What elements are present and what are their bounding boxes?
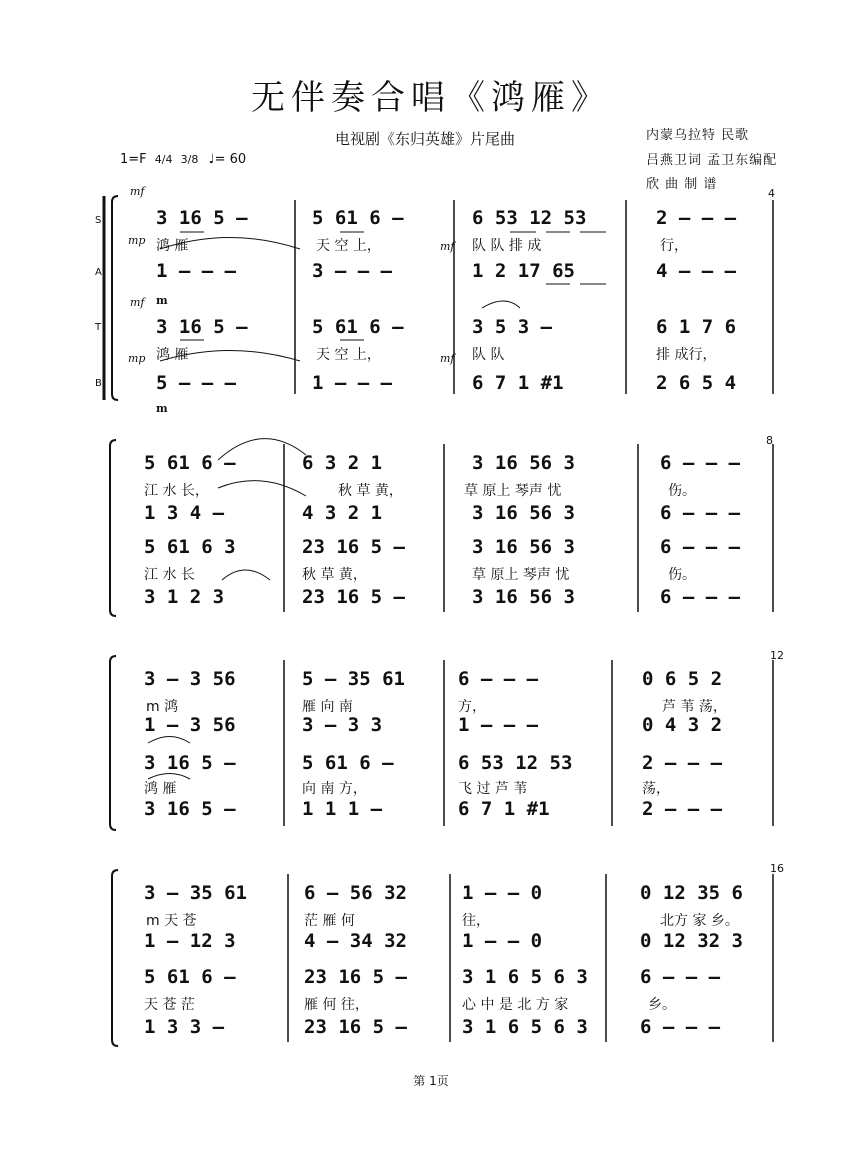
notes-s-m9: 3 – 3 56 [144, 668, 236, 690]
lyrics-s-m12: 芦 苇 荡， [662, 699, 727, 715]
notes-s-m11: 6 – – – [458, 668, 539, 690]
lyrics-s-m13: m 天 苍 [146, 913, 197, 929]
lyrics-t-m12: 荡， [642, 781, 670, 797]
notes-b-m1: 5 – – – [156, 372, 237, 394]
voice-label-t: T [95, 322, 102, 333]
lyrics-t-m15: 心 中 是 北 方 家 [462, 997, 569, 1013]
dynamic-mark: mp [128, 234, 146, 247]
notes-t-m5: 5 61 6 3 [144, 536, 236, 558]
voice-label-b: B [95, 378, 102, 389]
lyrics-s-m1: 鸿 雁 [156, 238, 189, 254]
lyrics-t-m8: 伤。 [668, 567, 696, 583]
lyrics-t-m2: 天 空 上， [316, 347, 381, 363]
lyrics-s-m11: 方， [458, 699, 486, 715]
lyrics-s-m7: 草 原上 琴声 忧 [464, 483, 562, 499]
lyrics-t-m11: 飞 过 芦 苇 [458, 781, 528, 797]
measure-number: 8 [766, 434, 773, 447]
lyrics-t-m1: 鸿 雁 [156, 347, 189, 363]
notes-s-m15: 1 – – 0 [462, 882, 543, 904]
notes-t-m4: 6 1 7 6 [656, 316, 737, 338]
notes-b-m7: 3 16 56 3 [472, 586, 575, 608]
lyrics-s-m4: 行， [660, 238, 688, 254]
notes-t-m15: 3 1 6 5 6 3 [462, 966, 588, 988]
notes-a-m3: 1 2 17 65 [472, 260, 575, 282]
notes-t-m6: 23 16 5 – [302, 536, 405, 558]
lyrics-s-m9: m 鸿 [146, 699, 179, 715]
lyrics-s-m16: 北方 家 乡。 [660, 913, 739, 929]
notes-a-m11: 1 – – – [458, 714, 539, 736]
dynamic-mark: mp [128, 352, 146, 365]
time-sig-3-8: 3/8 [180, 153, 199, 166]
lyrics-t-m16: 乡。 [648, 997, 676, 1013]
dynamic-mark: mf [130, 185, 145, 198]
dynamic-mark: mf [440, 352, 455, 365]
notes-t-m10: 5 61 6 – [302, 752, 394, 774]
notes-s-m5: 5 61 6 – [144, 452, 236, 474]
notes-s-m8: 6 – – – [660, 452, 741, 474]
notes-s-m7: 3 16 56 3 [472, 452, 575, 474]
notes-s-m6: 6 3 2 1 [302, 452, 383, 474]
notes-t-m7: 3 16 56 3 [472, 536, 575, 558]
notes-b-m15: 3 1 6 5 6 3 [462, 1016, 588, 1038]
notes-b-m13: 1 3 3 – [144, 1016, 225, 1038]
notes-t-m1: 3 16 5 – [156, 316, 248, 338]
time-sig-4-4: 4/4 [154, 153, 173, 166]
notes-a-m5: 1 3 4 – [144, 502, 225, 524]
notes-s-m1: 3 16 5 – [156, 207, 248, 229]
notes-s-m2: 5 61 6 – [312, 207, 404, 229]
notes-a-m8: 6 – – – [660, 502, 741, 524]
lyrics-t-m7: 草 原上 琴声 忧 [472, 567, 570, 583]
measure-number: 4 [768, 187, 775, 200]
subtitle: 电视剧《东归英雄》片尾曲 [335, 130, 516, 148]
notes-a-m16: 0 12 32 3 [640, 930, 743, 952]
notes-a-m6: 4 3 2 1 [302, 502, 383, 524]
notes-t-m3: 3 5 3 – [472, 316, 553, 338]
notes-a-m9: 1 – 3 56 [144, 714, 236, 736]
notes-b-m4: 2 6 5 4 [656, 372, 737, 394]
notes-t-m12: 2 – – – [642, 752, 723, 774]
credit-authors: 吕燕卫词 孟卫东编配 [646, 153, 778, 168]
notes-a-m12: 0 4 3 2 [642, 714, 723, 736]
notes-s-m13: 3 – 35 61 [144, 882, 247, 904]
notes-s-m10: 5 – 35 61 [302, 668, 405, 690]
notes-b-m8: 6 – – – [660, 586, 741, 608]
notes-b-m14: 23 16 5 – [304, 1016, 407, 1038]
lyrics-s-m2: 天 空 上， [316, 238, 381, 254]
notes-s-m12: 0 6 5 2 [642, 668, 723, 690]
notes-b-m9: 3 16 5 – [144, 798, 236, 820]
notes-t-m13: 5 61 6 – [144, 966, 236, 988]
notes-b-m5: 3 1 2 3 [144, 586, 225, 608]
notes-a-m4: 4 – – – [656, 260, 737, 282]
page-number: 第 1页 [413, 1074, 449, 1088]
lyrics-t-m14: 雁 何 往， [304, 997, 369, 1013]
lyrics-t-m3: 队 队 [472, 347, 505, 363]
lyrics-s-m5: 江 水 长， [144, 483, 209, 499]
notes-s-m4: 2 – – – [656, 207, 737, 229]
notes-t-m8: 6 – – – [660, 536, 741, 558]
lyrics-s-m6: 秋 草 黄， [338, 483, 403, 499]
notes-a-m1: 1 – – – [156, 260, 237, 282]
notes-t-m14: 23 16 5 – [304, 966, 407, 988]
lyrics-t-m4: 排 成行， [656, 347, 717, 363]
page-title: 无伴奏合唱《鸿雁》 [251, 78, 611, 118]
lyrics-t-m9: 鸿 雁 [144, 781, 177, 797]
measure-number: 12 [770, 649, 784, 662]
dynamic-mark: m [156, 294, 168, 307]
notes-b-m6: 23 16 5 – [302, 586, 405, 608]
notes-b-m16: 6 – – – [640, 1016, 721, 1038]
tempo-marking: ♩= 60 [208, 152, 247, 167]
lyrics-s-m8: 伤。 [668, 483, 696, 499]
notes-b-m3: 6 7 1 #1 [472, 372, 564, 394]
lyrics-s-m10: 雁 向 南 [302, 699, 353, 715]
notes-b-m10: 1 1 1 – [302, 798, 383, 820]
lyrics-s-m14: 茫 雁 何 [304, 913, 355, 929]
notes-a-m10: 3 – 3 3 [302, 714, 383, 736]
notes-t-m2: 5 61 6 – [312, 316, 404, 338]
notes-s-m3: 6 53 12 53 [472, 207, 587, 229]
notes-t-m11: 6 53 12 53 [458, 752, 573, 774]
notes-b-m11: 6 7 1 #1 [458, 798, 550, 820]
notes-b-m12: 2 – – – [642, 798, 723, 820]
notes-a-m7: 3 16 56 3 [472, 502, 575, 524]
dynamic-mark: m [156, 402, 168, 415]
dynamic-mark: mf [130, 296, 145, 309]
credit-origin: 内蒙乌拉特 民歌 [646, 128, 750, 143]
lyrics-t-m5: 江 水 长 [144, 567, 195, 583]
lyrics-s-m3: 队 队 排 成 [472, 238, 542, 254]
voice-label-a: A [95, 267, 102, 278]
notes-t-m16: 6 – – – [640, 966, 721, 988]
notes-s-m14: 6 – 56 32 [304, 882, 407, 904]
voice-label-s: S [95, 215, 102, 226]
dynamic-mark: mf [440, 240, 455, 253]
lyrics-t-m6: 秋 草 黄， [302, 567, 367, 583]
notes-t-m9: 3 16 5 – [144, 752, 236, 774]
lyrics-t-m10: 向 南 方， [302, 781, 367, 797]
credit-engraver: 欣 曲 制 谱 [646, 177, 718, 192]
notes-a-m2: 3 – – – [312, 260, 393, 282]
notes-a-m15: 1 – – 0 [462, 930, 543, 952]
notes-a-m14: 4 – 34 32 [304, 930, 407, 952]
lyrics-s-m15: 往， [462, 913, 490, 929]
notes-s-m16: 0 12 35 6 [640, 882, 743, 904]
lyrics-t-m13: 天 苍 茫 [144, 997, 195, 1013]
measure-number: 16 [770, 862, 784, 875]
notes-a-m13: 1 – 12 3 [144, 930, 236, 952]
key-signature: 1=F [120, 152, 147, 167]
notes-b-m2: 1 – – – [312, 372, 393, 394]
